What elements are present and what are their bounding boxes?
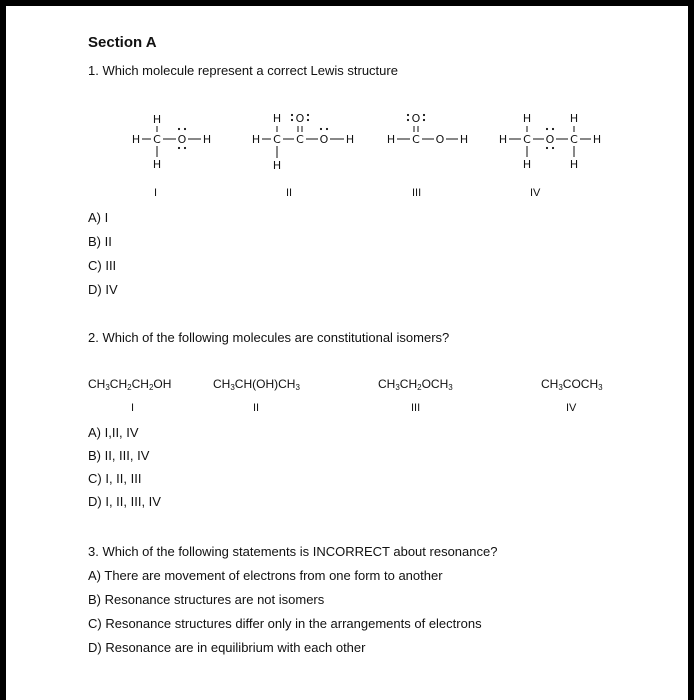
lewis-structure-i: [132, 113, 211, 171]
lewis-structure-iii: [387, 112, 468, 146]
atom: C: [523, 133, 531, 146]
atom: C: [570, 133, 578, 146]
atom: O: [177, 133, 187, 146]
q2-option-a[interactable]: A) I,II, IV: [88, 425, 139, 440]
q1-option-a[interactable]: A) I: [88, 210, 109, 225]
q3-option-a[interactable]: A) There are movement of electrons from one form to another: [88, 568, 443, 583]
atom: C: [296, 133, 304, 146]
molecule-label-i: I: [131, 402, 135, 414]
atom: H: [152, 113, 162, 126]
molecule-formula-iv: $CH_3COCH_3$: [541, 377, 603, 392]
atom: H: [152, 158, 162, 171]
atom: H: [522, 158, 532, 171]
atom: O: [435, 133, 445, 146]
atom: C: [273, 133, 281, 146]
structure-label-ii: II: [286, 187, 293, 199]
q2-option-d[interactable]: D) I, II, III, IV: [88, 494, 161, 509]
molecule-formula-iii: $CH_3CH_2OCH_3$: [378, 377, 453, 392]
q3-prompt: 3. Which of the following statements is INCORRECT about resonance?: [88, 544, 498, 559]
atom: O: [319, 133, 329, 146]
lone-pair-dots: [178, 114, 554, 149]
atom: H: [569, 112, 579, 125]
q2-option-b[interactable]: B) II, III, IV: [88, 448, 150, 463]
molecule-formula-ii: $CH_3CH(OH)CH_3$: [213, 377, 300, 392]
atom: H: [386, 133, 396, 146]
molecule-label-iv: IV: [566, 402, 577, 414]
molecule-label-iii: III: [411, 402, 421, 414]
atom: H: [272, 112, 282, 125]
section-title: Section A: [88, 34, 157, 51]
q1-prompt: 1. Which molecule represent a correct Lewis structure: [88, 63, 398, 78]
q3-option-c[interactable]: C) Resonance structures differ only in the arrangements of electrons: [88, 616, 482, 631]
atom: O: [411, 112, 421, 125]
lewis-structure-ii: [252, 112, 354, 172]
atom: H: [272, 159, 282, 172]
structure-label-i: I: [154, 187, 158, 199]
q3-option-d[interactable]: D) Resonance are in equilibrium with each other: [88, 640, 366, 655]
q1-option-d[interactable]: D) IV: [88, 282, 118, 297]
atom: H: [251, 133, 261, 146]
atom: H: [592, 133, 602, 146]
structure-label-iv: IV: [530, 187, 541, 199]
q2-option-c[interactable]: C) I, II, III: [88, 471, 142, 486]
atom: H: [345, 133, 355, 146]
atom: H: [569, 158, 579, 171]
q2-prompt: 2. Which of the following molecules are constitutional isomers?: [88, 330, 450, 345]
atom: H: [459, 133, 469, 146]
q3-option-b[interactable]: B) Resonance structures are not isomers: [88, 592, 325, 607]
atom: H: [131, 133, 141, 146]
lewis-structure-iv: [499, 112, 601, 171]
molecule-formula-i: $CH_3CH_2CH_2OH$: [88, 377, 172, 392]
atom: O: [545, 133, 555, 146]
atom: H: [202, 133, 212, 146]
atom: C: [412, 133, 420, 146]
atom: O: [295, 112, 305, 125]
molecule-label-ii: II: [253, 402, 260, 414]
atom: H: [522, 112, 532, 125]
q1-option-b[interactable]: B) II: [88, 234, 112, 249]
structure-label-iii: III: [412, 187, 422, 199]
atom: C: [153, 133, 161, 146]
q1-option-c[interactable]: C) III: [88, 258, 117, 273]
atom: H: [498, 133, 508, 146]
